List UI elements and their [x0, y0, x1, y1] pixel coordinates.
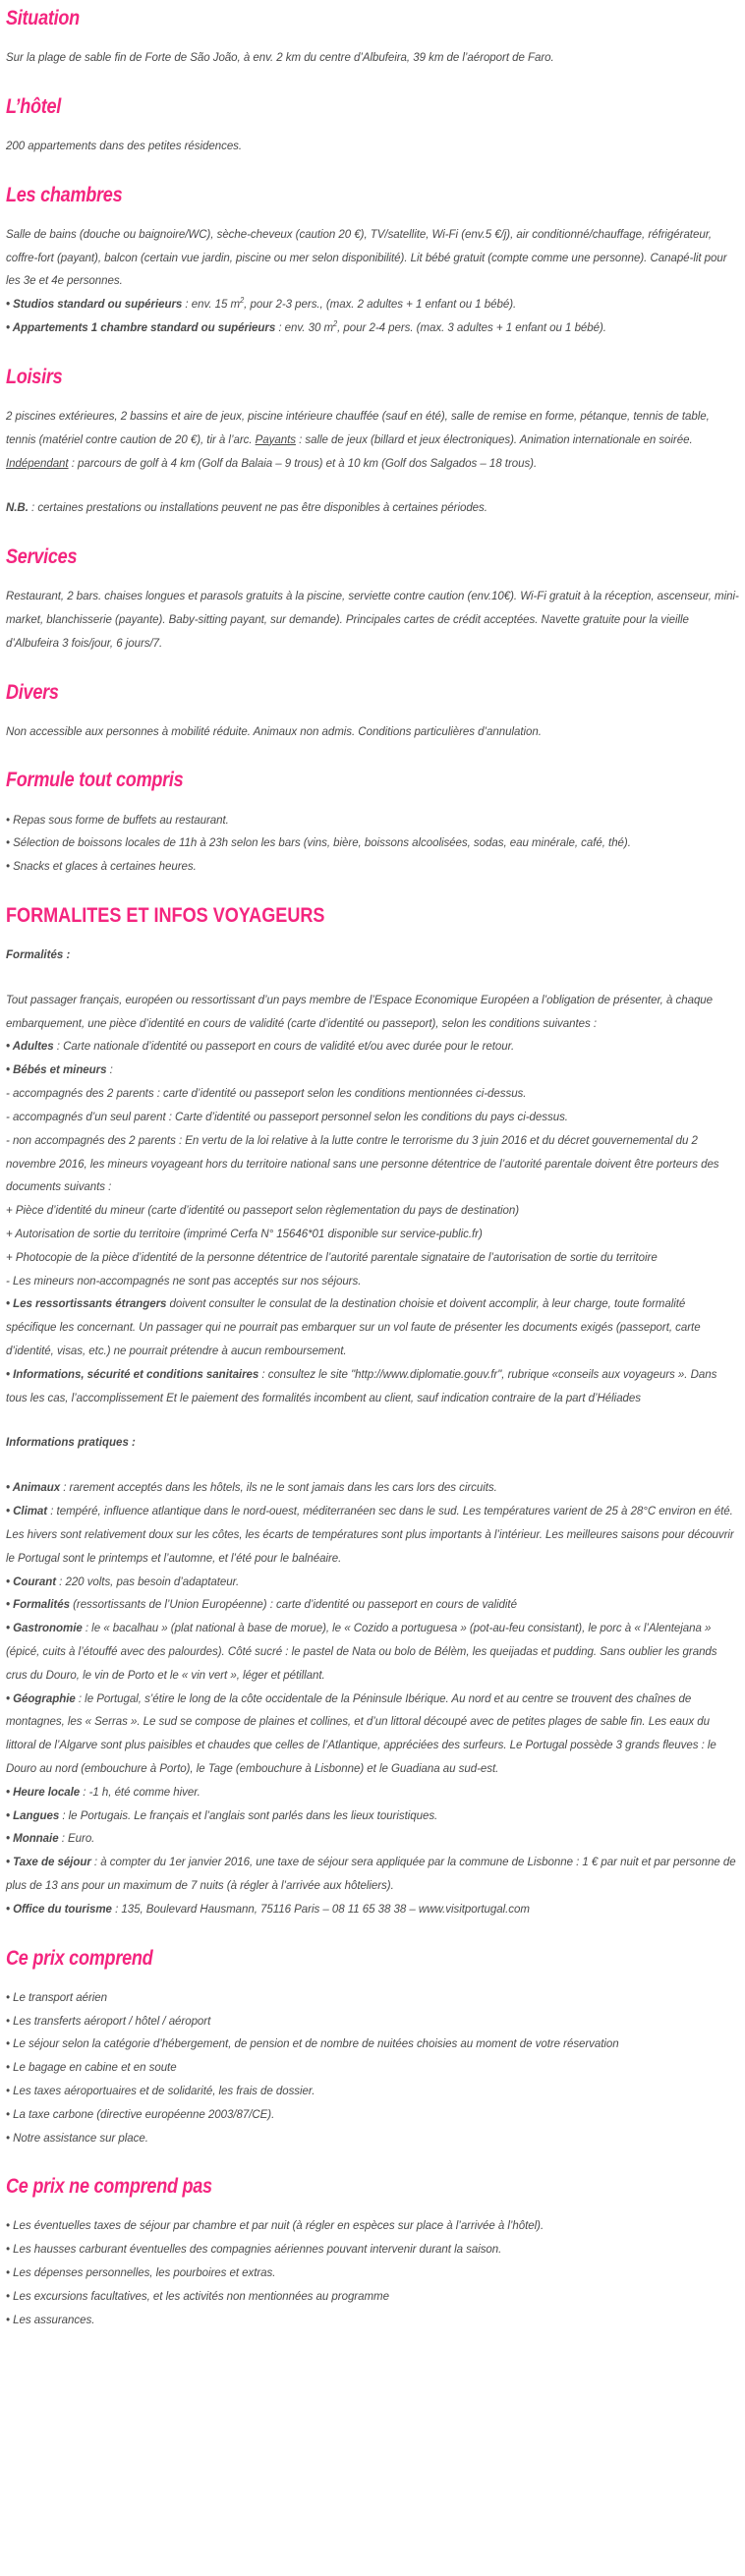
pratiques-item-label: • Géographie	[6, 1690, 76, 1705]
formalites-infos-text: : consultez le site "http://www.diplomatie.gouv.fr", rubrique «conseils aux voyageurs ». Dans tous les cas, l’accomplissement Et le paiement des formalités incombent au client, sauf indication contraire de la part d’Héliades	[6, 1366, 717, 1404]
spacer	[6, 475, 739, 496]
loisirs-text	[6, 405, 739, 475]
pratiques-item	[6, 1851, 739, 1898]
section-title-prix-ne-comprend-pas: Ce prix ne comprend pas	[6, 2175, 212, 2199]
formalites-adultes-text: : Carte nationale d’identité ou passeport en cours de validité et/ou avec durée pour le retour.	[53, 1039, 515, 1054]
section-title-prix-comprend: Ce prix comprend	[6, 1946, 153, 1970]
formalites-adultes	[6, 1035, 739, 1059]
prix-ne-comprend-pas-bullet: • Les excursions facultatives, et les activités non mentionnées au programme	[6, 2288, 389, 2303]
pratiques-item-text: : 135, Boulevard Hausmann, 75116 Paris – 08 11 65 38 38 – www.visitportugal.com	[111, 1901, 530, 1916]
formule-bullet: • Sélection de boissons locales de 11h à 23h selon les bars (vins, bière, boissons alcoolisées, sodas, eau minérale, café, thé).	[6, 835, 631, 850]
section-divers	[6, 682, 739, 744]
pratiques-item	[6, 1476, 739, 1500]
pratiques-item	[6, 1827, 739, 1851]
formalites-bebes	[6, 1059, 739, 1082]
formule-bullet: • Snacks et glaces à certaines heures.	[6, 859, 197, 874]
formalites-intro: Tout passager français, européen ou ressortissant d’un pays membre de l’Espace Economique Européen a l’obligation de présenter, à chaque embarquement, une pièce d’identité en cours de validité (carte d’identité ou passeport), selon les conditions suivantes :	[6, 992, 714, 1030]
pratiques-item-text: : 220 volts, pas besoin d’adaptateur.	[55, 1574, 240, 1588]
section-situation	[6, 8, 739, 70]
pratiques-item	[6, 1898, 739, 1921]
section-formule-tout-compris	[6, 770, 739, 878]
pratiques-item-label: • Formalités	[6, 1597, 70, 1612]
superscript-two: 2	[240, 296, 245, 306]
pratiques-item	[6, 1571, 739, 1594]
prix-ne-comprend-pas-bullet: • Les dépenses personnelles, les pourboires et extras.	[6, 2265, 276, 2280]
prix-comprend-bullet: • Le bagage en cabine et en soute	[6, 2060, 177, 2075]
pratiques-item-text: : rarement acceptés dans les hôtels, ils ne le sont jamais dans les cars lors des circuits.	[60, 1480, 497, 1495]
loisirs-part-3: : parcours de golf à 4 km (Golf da Balaia – 9 trous) et à 10 km (Golf dos Salgados – 18 trous).	[68, 455, 538, 470]
pratiques-item	[6, 1781, 739, 1804]
section-title-services: Services	[6, 545, 78, 569]
section-services	[6, 546, 739, 655]
prix-comprend-bullet: • Le séjour selon la catégorie d’hébergement, de pension et de nombre de nuitées choisies au moment de votre réservation	[6, 2036, 619, 2051]
section-ce-prix-ne-comprend-pas	[6, 2176, 739, 2331]
loisirs-underline-independant: Indépendant	[6, 455, 69, 470]
prix-ne-comprend-pas-bullet: • Les éventuelles taxes de séjour par chambre et par nuit (à régler en espèces sur place à l’arrivée à l’hôtel).	[6, 2218, 544, 2233]
divers-text: Non accessible aux personnes à mobilité réduite. Animaux non admis. Conditions particulières d’annulation.	[6, 723, 542, 738]
section-title-loisirs: Loisirs	[6, 365, 63, 388]
pratiques-item-text: : le Portugais. Le français et l’anglais sont parlés dans les lieux touristiques.	[59, 1807, 438, 1822]
section-hotel	[6, 96, 739, 158]
pratiques-item-text: : -1 h, été comme hiver.	[80, 1784, 201, 1799]
pratiques-item-label: • Langues	[6, 1807, 60, 1822]
pratiques-item-label: • Gastronomie	[6, 1621, 83, 1635]
chambres-studios-label: • Studios standard ou supérieurs	[6, 297, 183, 312]
pratiques-item-text: : le « bacalhau » (plat national à base de morue), le « Cozido a portuguesa » (pot-au-feu consistant), le porc à « l’Alentejana » (épicé, cuits à l’étouffé avec des palourdes). Côté sucré : le pastel de Nata ou bolo de Bélèm, les queijadas et pudding. Sans oublier les grands crus du Douro, le vin de Porto et le « vin vert », léger et pétillant.	[6, 1621, 717, 1682]
chambres-appartements-text-a: : env. 30 m	[275, 320, 334, 335]
chambres-bullet-appartements	[6, 316, 739, 340]
spacer	[6, 967, 739, 989]
section-ce-prix-comprend	[6, 1948, 739, 2150]
loisirs-nb	[6, 496, 739, 520]
pratiques-item	[6, 1804, 739, 1828]
formalites-subhead: Formalités :	[6, 947, 71, 961]
loisirs-nb-label: N.B.	[6, 500, 29, 515]
section-formalites-infos-voyageurs	[6, 905, 739, 1921]
hotel-text: 200 appartements dans des petites résidences.	[6, 138, 243, 152]
formalites-line: + Autorisation de sortie du territoire (imprimé Cerfa N° 15646*01 disponible sur service-public.fr)	[6, 1226, 483, 1240]
loisirs-underline-payants: Payants	[255, 431, 296, 446]
prix-ne-comprend-pas-bullet: • Les assurances.	[6, 2312, 95, 2326]
chambres-bullet-studios	[6, 293, 739, 316]
prix-comprend-bullet: • La taxe carbone (directive européenne 2003/87/CE).	[6, 2106, 275, 2121]
formalites-bebes-text: :	[106, 1062, 113, 1077]
chambres-description: Salle de bains (douche ou baignoire/WC), sèche-cheveux (caution 20 €), TV/satellite, Wi-Fi (env.5 €/j), air conditionné/chauffage, réfrigérateur, coffre-fort (payant), balcon (certain vue jardin, piscine ou mer selon disponibilité). Lit bébé gratuit (compte comme une personne). Canapé-lit pour les 3e et 4e personnes.	[6, 226, 727, 288]
formalites-bebes-label: • Bébés et mineurs	[6, 1062, 107, 1077]
formule-bullet: • Repas sous forme de buffets au restaurant.	[6, 812, 229, 827]
pratiques-item-label: • Courant	[6, 1574, 56, 1588]
superscript-two: 2	[333, 318, 338, 328]
informations-pratiques-subhead: Informations pratiques :	[6, 1435, 136, 1450]
spacer	[6, 1455, 739, 1476]
formalites-adultes-label: • Adultes	[6, 1039, 54, 1054]
formalites-ressortissants-etrangers	[6, 1292, 739, 1362]
formalites-etrangers-label: • Les ressortissants étrangers	[6, 1296, 167, 1311]
chambres-appartements-label: • Appartements 1 chambre standard ou supérieurs	[6, 320, 276, 335]
formalites-line: - accompagnés d’un seul parent : Carte d’identité ou passeport personnel selon les conditions du pays ci-dessus.	[6, 1109, 568, 1123]
chambres-appartements-text-b: , pour 2-4 pers. (max. 3 adultes + 1 enfant ou 1 bébé).	[337, 320, 606, 335]
pratiques-item	[6, 1500, 739, 1570]
formalites-line: - Les mineurs non-accompagnés ne sont pas acceptés sur nos séjours.	[6, 1273, 362, 1288]
formalites-line: + Pièce d’identité du mineur (carte d’identité ou passeport selon règlementation du pays de destination)	[6, 1203, 520, 1218]
pratiques-item-label: • Climat	[6, 1504, 48, 1518]
prix-ne-comprend-pas-bullet: • Les hausses carburant éventuelles des compagnies aériennes pouvant intervenir durant la saison.	[6, 2242, 502, 2257]
pratiques-item-text: : le Portugal, s’étire le long de la côte occidentale de la Péninsule Ibérique. Au nord et au centre se trouvent des chaînes de montagnes, les « Serras ». Le sud se compose de plaines et collines, et d’un littoral découpé avec de petites plages de sable fin. Les eaux du littoral de l’Algarve sont plus paisibles et chaudes que celles de l’Atlantique, appréciées des surfeurs. Le Portugal possède 3 grands fleuves : le Douro au nord (embouchure à Porto), le Tage (embouchure à Lisbonne) et le Guadiana au sud-est.	[6, 1690, 716, 1775]
loisirs-part-1: 2 piscines extérieures, 2 bassins et aire de jeux, piscine intérieure chauffée (sauf en été), salle de remise en forme, pétanque, tennis de table, tennis (matériel contre caution de 20 €), tir à l’arc.	[6, 408, 710, 446]
prix-comprend-bullet: • Les transferts aéroport / hôtel / aéroport	[6, 2013, 211, 2028]
formalites-line: - non accompagnés des 2 parents : En vertu de la loi relative à la lutte contre le terrorisme du 3 juin 2016 et du décret gouvernemental du 2 novembre 2016, les mineurs voyageant hors du territoire national sans une personne détentrice de l’autorité parentale doivent être porteurs des documents suivants :	[6, 1132, 719, 1194]
situation-text: Sur la plage de sable fin de Forte de São João, à env. 2 km du centre d’Albufeira, 39 km de l’aéroport de Faro.	[6, 50, 554, 65]
chambres-studios-text-a: : env. 15 m	[182, 297, 241, 312]
pratiques-item	[6, 1593, 739, 1617]
services-text: Restaurant, 2 bars. chaises longues et parasols gratuits à la piscine, serviette contre caution (env.10€). Wi-Fi gratuit à la réception, ascenseur, mini-market, blanchisserie (payante). Baby-sitting payant, sur demande). Principales cartes de crédit acceptées. Navette gratuite pour la vieille d’Albufeira 3 fois/jour, 6 jours/7.	[6, 589, 739, 650]
pratiques-item-label: • Animaux	[6, 1480, 61, 1495]
section-title-situation: Situation	[6, 7, 80, 29]
formalites-etrangers-text: doivent consulter le consulat de la destination choisie et doivent accomplir, à leur charge, toute formalité spécifique les concernant. Un passager qui ne pourrait pas embarquer sur un vol faute de présenter les documents exigés (passeport, carte d’identité, visas, etc.) ne pourrait prétendre à aucun remboursement.	[6, 1296, 701, 1357]
pratiques-item-label: • Taxe de séjour	[6, 1855, 91, 1869]
pratiques-item-text: (ressortissants de l’Union Européenne) : carte d’identité ou passeport en cours de validité	[69, 1597, 517, 1612]
loisirs-nb-text: : certaines prestations ou installations peuvent ne pas être disponibles à certaines périodes.	[28, 500, 487, 515]
section-loisirs	[6, 367, 739, 520]
prix-comprend-bullet: • Notre assistance sur place.	[6, 2130, 148, 2145]
pratiques-item-text: : Euro.	[58, 1831, 95, 1846]
pratiques-item	[6, 1688, 739, 1781]
section-title-hotel: L’hôtel	[6, 94, 62, 118]
spacer	[6, 1409, 739, 1431]
pratiques-item-label: • Heure locale	[6, 1784, 81, 1799]
prix-comprend-bullet: • Les taxes aéroportuaires et de solidarité, les frais de dossier.	[6, 2083, 315, 2097]
formalites-informations-sanitaires	[6, 1363, 739, 1410]
pratiques-item	[6, 1617, 739, 1687]
formalites-infos-label: • Informations, sécurité et conditions sanitaires	[6, 1366, 259, 1381]
formalites-line: + Photocopie de la pièce d’identité de la personne détentrice de l’autorité parentale signataire de l’autorisation de sortie du territoire	[6, 1249, 658, 1264]
pratiques-item-text: : à compter du 1er janvier 2016, une taxe de séjour sera appliquée par la commune de Lisbonne : 1 € par nuit et par personne de plus de 13 ans pour un maximum de 7 nuits (à régler à l’arrivée aux hôteliers).	[6, 1855, 736, 1893]
section-chambres	[6, 185, 739, 340]
formalites-line: - accompagnés des 2 parents : carte d’identité ou passeport selon les conditions mentionnées ci-dessus.	[6, 1086, 527, 1101]
pratiques-item-label: • Monnaie	[6, 1831, 59, 1846]
section-title-chambres: Les chambres	[6, 183, 123, 206]
pratiques-item-text: : tempéré, influence atlantique dans le nord-ouest, méditerranéen sec dans le sud. Les températures varient de 25 à 28°C environ en été. Les hivers sont relativement doux sur les côtes, les écarts de températures sont plus importants à l’intérieur. Les meilleures saisons pour découvrir le Portugal sont le printemps et l’automne, et l’été pour le balnéaire.	[6, 1504, 734, 1565]
section-title-divers: Divers	[6, 680, 59, 704]
section-title-formalites: FORMALITES ET INFOS VOYAGEURS	[6, 903, 325, 927]
chambres-studios-text-b: , pour 2-3 pers., (max. 2 adultes + 1 enfant ou 1 bébé).	[244, 297, 517, 312]
prix-comprend-bullet: • Le transport aérien	[6, 1989, 107, 2004]
section-title-formule: Formule tout compris	[6, 769, 184, 792]
loisirs-part-2: : salle de jeux (billard et jeux électroniques). Animation internationale en soirée.	[295, 431, 693, 446]
pratiques-item-label: • Office du tourisme	[6, 1901, 112, 1916]
